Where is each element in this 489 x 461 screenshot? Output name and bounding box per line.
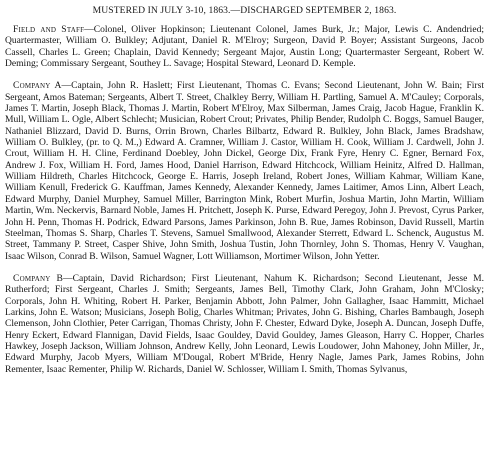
section-text: —Colonel, Oliver Hopkinson; Lieutenant Colonel, James Burk, Jr.; Major, Lewis C. Andendried; Quartermaster, William O. Bulkley; Adjutant, Daniel R. M'Elroy; Surgeon, David P. Boyer; Assistant Surgeons, Jacob Cassell, Charles L. Green; Chaplain, David Kennedy; Sergeant Major, Austin Long; Quartermaster Sergeant, Robert W. Deming; Commissary Sergeant, Southey L. Savage; Hospital Steward, Leonard D. Kemple. bbox=[5, 24, 484, 70]
section-text: —Captain, John R. Haslett; First Lieutenant, Thomas C. Evans; Second Lieutenant, John W. Bain; First Sergeant, Amos Bateman; Sergeants, Albert T. Street, Chalkley Berry, William H. Partling, Samuel A. M'Cauley; Corporals, James T. Martin, Joseph Black, Thomas J. Martin, Robert M'Elroy, Max Silberman, James Craig, Jacob Hague, Franklin K. Mull, William L. Ogle, Albert Schlecht; Musician, Robert Crout; Privates, Philip Bender, Rudolph C. Boggs, Samuel Bauger, Nathaniel Blizzard, David D. Burns, Orrin Brown, Charles Bilbartz, Edward R. Bulkley, John Black, James Bradshaw, William O. Bulkley, (pr. to Q. M.,) Edward A. Cramner, William J. Castor, William H. Cook, William J. Cardwell, John J. Crout, William H. H. Cline, Ferdinand Doebley, John Dickel, George Dix, Frank Fyre, Henry C. Egner, Bernard Fox, Andrew J. Fox, William H. Ford, James Hood, Daniel Harrison, Edward Hitchcock, William Heinitz, Alfred D. Hallman, William Hildreth, Charles Hitchcock, George E. Harris, Joseph Ireland, Robert Jones, William Kahmar, William Kane, William Kenull, Frederick G. Kauffman, James Kennedy, Alexander Kennedy, James Laitimer, Amos Linn, Albert Leach, Edward Murphy, Daniel Murphey, Samuel Miller, Barrington Mink, Robert Murfin, Joshua Martin, John Martin, William Martin, Wm. Neckervis, Barnard Noble, James H. Pritchett, Joseph K. Purse, Edward Peregoy, John J. Prevost, Cyrus Parker, John H. Penn, Thomas H. Podrick, Edward Parsons, James Parkinson, John B. Rue, James Robinson, David Russell, Martin Steelman, Thomas S. Sharp, Charles T. Stevens, Samuel Smallwood, Alexander Sterrett, Edward L. Schenck, Augustus M. Street, Tammany P. Street, Casper Shive, John Smith, Joshua Tustin, John Thornley, John S. Thomas, Henry V. Vaughan, Isaac Wilson, Conrad B. Wilson, Samuel Wagner, Lott Williamson, Mortimer Wilson, John Yetter. bbox=[5, 80, 484, 262]
section-field-and-staff bbox=[5, 24, 484, 69]
section-company-a bbox=[5, 80, 484, 262]
section-label: Company B bbox=[13, 272, 64, 284]
section-text: —Captain, David Richardson; First Lieutenant, Nahum K. Richardson; Second Lieutenant, Jesse M. Rutherford; First Sergeant, Charles J. Smith; Sergeants, James Bell, Timothy Clark, John Graham, John M'Closky; Corporals, John H. Whiting, Robert H. Parker, Benjamin Abbott, John Palmer, John Gallagher, Isaac Hammitt, Michael Larkins, John E. Watson; Musicians, Joseph Bolig, Charles Whitman; Privates, John G. Bishing, Charles Bambaugh, Joseph Clemenson, John Clothier, Peter Carrigan, Thomas Christy, John F. Chester, Edward Dyke, Joseph A. Duncan, Joseph Duffe, Henry Eckert, Edward Flannigan, David Fields, Isaac Gouldey, David Gouldey, James Gleason, Harry C. Hopper, Charles Hawkey, Joseph Jackson, William Johnson, Andrew Kelly, John Leonard, Lewis Loudower, John Mahoney, John Miller, Jr., Edward Murphy, Jacob Myers, William M'Dougal, Robert M'Bride, Henry Nagle, James Park, James Robins, John Rementer, Isaac Rementer, Philip W. Richards, Daniel W. Schlosser, William I. Smith, Thomas Sylvanus, bbox=[5, 272, 484, 375]
section-label: Field and Staff bbox=[13, 24, 85, 35]
section-label: Company A bbox=[13, 80, 62, 92]
section-company-b bbox=[5, 273, 484, 375]
page-heading: MUSTERED IN JULY 3-10, 1863.—DISCHARGED SEPTEMBER 2, 1863. bbox=[92, 5, 397, 16]
